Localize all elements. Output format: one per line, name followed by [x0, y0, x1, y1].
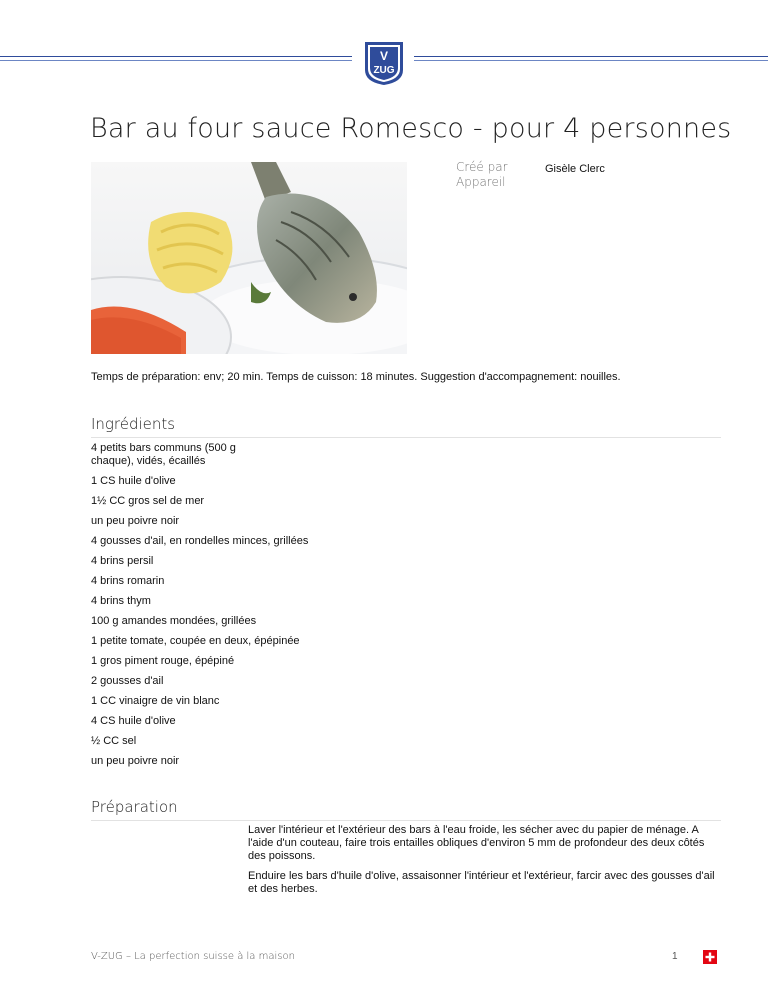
header-rule-right — [414, 56, 768, 62]
ingredient-item: 1 CC vinaigre de vin blanc — [91, 695, 220, 707]
footer-tagline: V-ZUG – La perfection suisse à la maison — [91, 951, 295, 962]
ingredient-item: un peu poivre noir — [91, 755, 180, 767]
ingredient-item: un peu poivre noir — [91, 515, 180, 527]
svg-text:V: V — [379, 49, 389, 63]
page-number: 1 — [672, 951, 678, 962]
author-name: Gisèle Clerc — [545, 163, 605, 175]
device-label: Appareil — [456, 175, 506, 189]
ingredient-item: 4 gousses d'ail, en rondelles minces, grillées — [91, 535, 309, 547]
ingredients-list — [91, 442, 391, 775]
svg-text:ZUG: ZUG — [373, 65, 395, 76]
ingredient-item: ½ CC sel — [91, 735, 137, 747]
ingredient-item: 4 CS huile d'olive — [91, 715, 176, 727]
preparation-steps — [248, 824, 723, 903]
header-rule-left — [0, 56, 352, 62]
ingredient-item: 1 CS huile d'olive — [91, 475, 176, 487]
recipe-meta — [456, 160, 508, 190]
recipe-title: Bar au four sauce Romesco - pour 4 personnes — [90, 113, 732, 144]
preparation-step: Enduire les bars d'huile d'olive, assaisonner l'intérieur et l'extérieur, farcir avec des gousses d'ail et des herbes. — [248, 870, 715, 895]
ingredient-item: 4 brins persil — [91, 555, 154, 567]
ingredients-heading: Ingrédients — [91, 415, 176, 433]
page-header — [0, 0, 768, 100]
ingredient-item: 100 g amandes mondées, grillées — [91, 615, 257, 627]
ingredient-item: 1 petite tomate, coupée en deux, épépinée — [91, 635, 300, 647]
recipe-intro: Temps de préparation: env; 20 min. Temps de cuisson: 18 minutes. Suggestion d'accompagnement: nouilles. — [91, 371, 621, 383]
swiss-flag-icon — [703, 950, 717, 964]
preparation-step: Laver l'intérieur et l'extérieur des bars à l'eau froide, les sécher avec du papier de ménage. A l'aide d'un couteau, faire trois entailles obliques d'environ 5 mm de profondeur des deux côtés des poissons. — [248, 824, 705, 862]
preparation-heading: Préparation — [91, 798, 178, 816]
ingredient-item: 4 brins thym — [91, 595, 151, 607]
ingredients-rule — [91, 437, 721, 438]
ingredient-item: 2 gousses d'ail — [91, 675, 164, 687]
recipe-photo — [91, 162, 407, 354]
vzug-logo — [362, 40, 406, 86]
ingredient-item: 4 brins romarin — [91, 575, 165, 587]
ingredient-item: 1 gros piment rouge, épépiné — [91, 655, 235, 667]
preparation-rule — [91, 820, 721, 821]
ingredient-item: 4 petits bars communs (500 g chaque), vidés, écaillés — [91, 442, 236, 467]
created-by-label: Créé par — [456, 160, 508, 174]
ingredient-item: 1½ CC gros sel de mer — [91, 495, 205, 507]
